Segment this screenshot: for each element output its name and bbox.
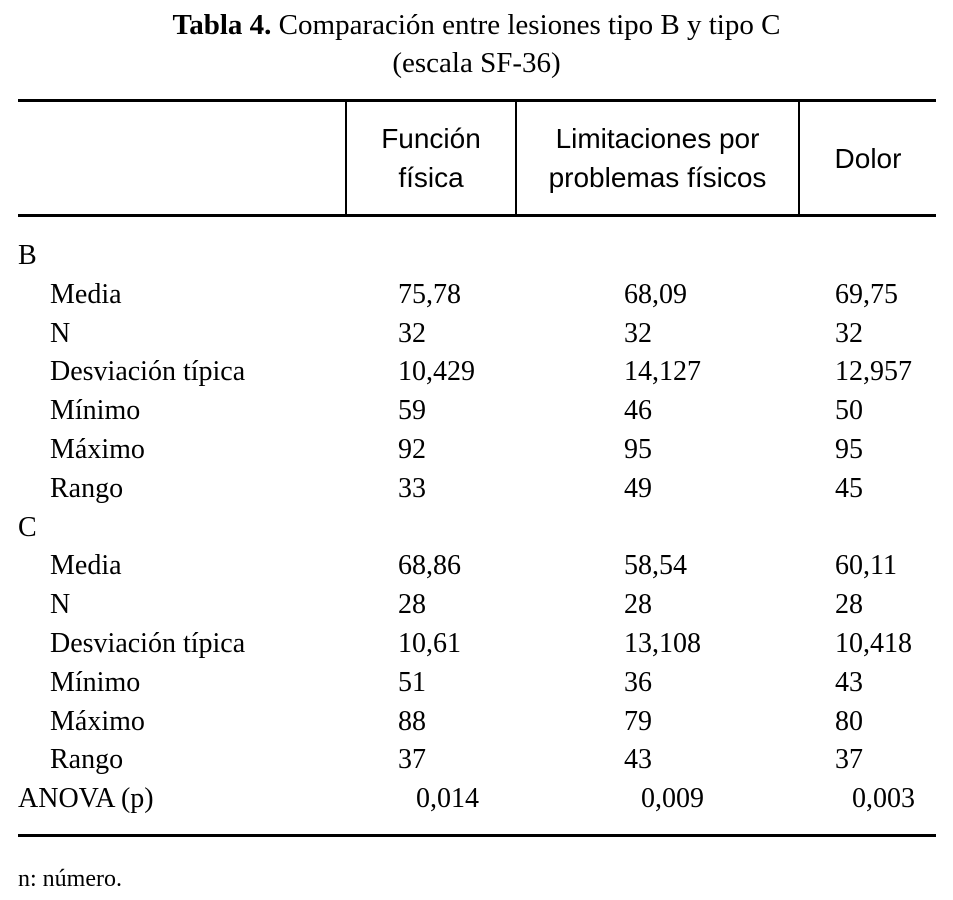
- table-cell: 79: [624, 705, 652, 737]
- table-cell: 33: [398, 472, 426, 504]
- table-cell: 32: [398, 317, 426, 349]
- table-cell: 60,11: [835, 550, 897, 582]
- table-cell: 37: [398, 744, 426, 776]
- row-label: Desviación típica: [50, 356, 246, 388]
- row-label: Mínimo: [50, 666, 141, 698]
- table-cell: 28: [624, 589, 652, 621]
- table-cell: 12,957: [835, 356, 912, 388]
- table-cell: 68,09: [624, 278, 687, 310]
- row-label: Máximo: [50, 434, 145, 465]
- column-header-dolor: [800, 101, 936, 215]
- table-cell: 10,429: [398, 356, 475, 388]
- table-cell: 68,86: [398, 550, 461, 582]
- column-header-limitaciones: [517, 101, 798, 215]
- row-label: Media: [50, 550, 122, 582]
- anova-label: ANOVA (p): [18, 783, 154, 815]
- table-cell: 69,75: [835, 278, 898, 310]
- table-number: Tabla 4.: [172, 9, 272, 41]
- table-cell: 80: [835, 705, 863, 737]
- group-label: B: [18, 240, 37, 271]
- row-label: Rango: [50, 744, 124, 776]
- row-label: Máximo: [50, 705, 145, 737]
- anova-value: 0,009: [641, 783, 704, 815]
- row-label: Rango: [50, 472, 124, 504]
- title-text: Comparación entre lesiones tipo B y tipo C: [278, 9, 781, 41]
- table-cell: 43: [835, 666, 863, 698]
- table-cell: 46: [624, 395, 652, 427]
- row-label: N: [50, 317, 71, 349]
- table-cell: 36: [624, 666, 652, 698]
- anova-value: 0,014: [416, 783, 479, 815]
- table-cell: 45: [835, 472, 863, 504]
- table-cell: 95: [624, 434, 652, 465]
- table-cell: 88: [398, 705, 426, 737]
- column-header-label: Función física: [381, 123, 481, 193]
- table-cell: 13,108: [624, 628, 701, 659]
- bottom-rule: [18, 834, 936, 837]
- table-cell: 50: [835, 395, 863, 427]
- row-label: Mínimo: [50, 395, 141, 427]
- title-subtitle: (escala SF-36): [392, 47, 561, 79]
- row-label: Media: [50, 278, 122, 310]
- footnote: n: número.: [18, 866, 122, 892]
- row-label: Desviación típica: [50, 628, 246, 659]
- table-cell: 58,54: [624, 550, 687, 582]
- table-cell: 10,61: [398, 628, 461, 659]
- table-cell: 37: [835, 744, 863, 776]
- table-cell: 51: [398, 666, 426, 698]
- anova-value: 0,003: [852, 783, 915, 815]
- table-cell: 75,78: [398, 278, 461, 310]
- title-line-1: [0, 6, 953, 44]
- table-cell: 95: [835, 434, 863, 465]
- table-cell: 28: [835, 589, 863, 621]
- table-cell: 32: [835, 317, 863, 349]
- table-cell: 10,418: [835, 628, 912, 659]
- column-header-label: Limitaciones por problemas físicos: [548, 123, 767, 193]
- table-cell: 32: [624, 317, 652, 349]
- table-cell: 28: [398, 589, 426, 621]
- table-cell: 59: [398, 395, 426, 427]
- column-header-label: Dolor: [834, 142, 902, 174]
- table-title: [0, 6, 953, 82]
- group-label: C: [18, 511, 37, 543]
- table-cell: 43: [624, 744, 652, 776]
- column-header-funcion-fisica: [347, 101, 515, 215]
- row-label: N: [50, 589, 71, 621]
- table-cell: 92: [398, 434, 426, 465]
- table-cell: 49: [624, 472, 652, 504]
- table-cell: 14,127: [624, 356, 701, 388]
